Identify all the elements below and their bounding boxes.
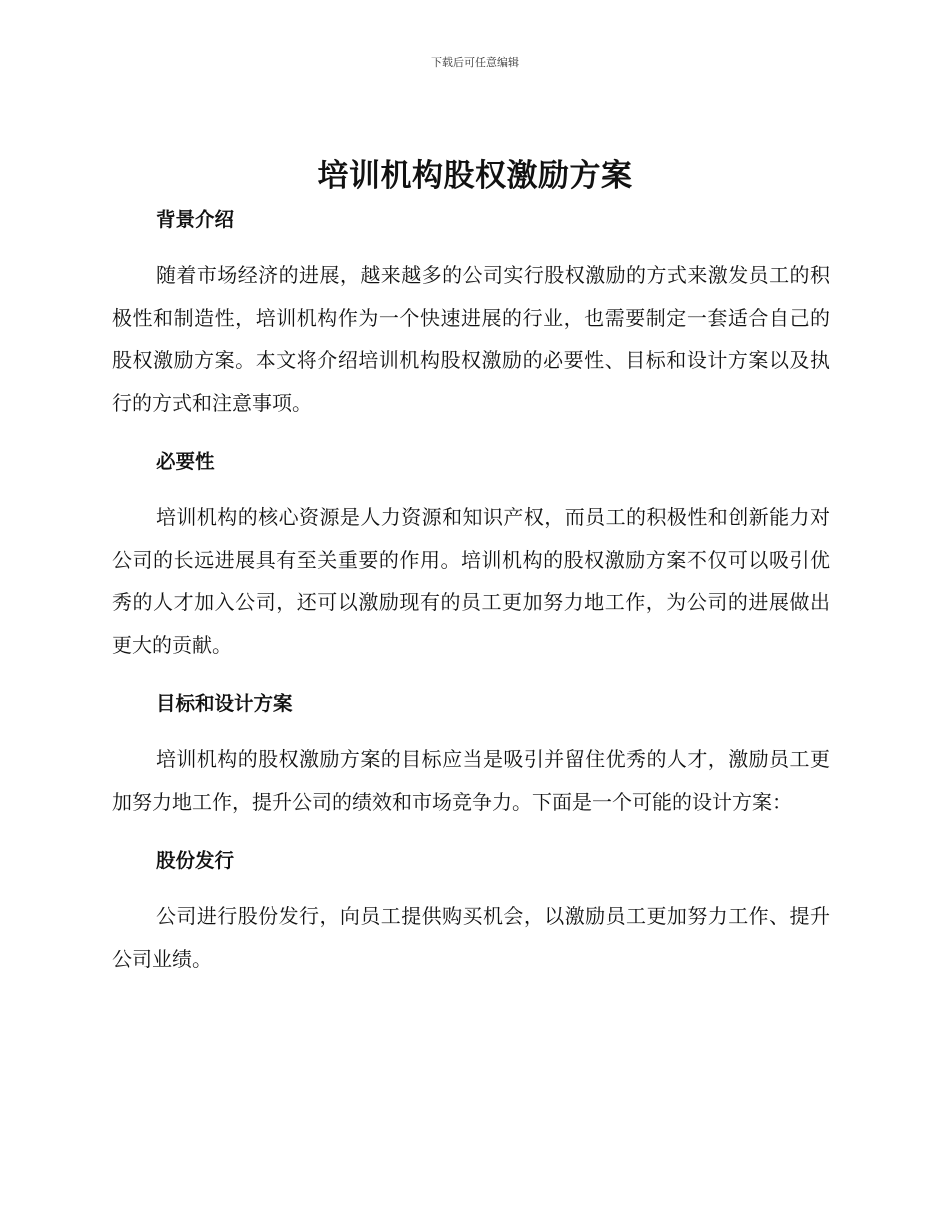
section-heading: 背景介绍	[156, 208, 235, 231]
section-necessity	[112, 445, 830, 666]
document-title: 培训机构股权激励方案	[317, 158, 633, 194]
header-note: 下载后可任意编辑	[431, 56, 519, 69]
section-paragraph: 培训机构的核心资源是人力资源和知识产权，而员工的积极性和创新能力对公司的长远进展具有至关重要的作用。培训机构的股权激励方案不仅可以吸引优秀的人才加入公司，还可以激励现有的员工更加努力地工作，为公司的进展做出更大的贡献。	[112, 505, 830, 657]
section-heading: 必要性	[156, 450, 215, 473]
section-paragraph: 公司进行股份发行，向员工提供购买机会，以激励员工更加努力工作、提升公司业绩。	[112, 904, 830, 971]
section-background	[112, 203, 830, 424]
section-heading: 股份发行	[156, 849, 235, 872]
section-goals-and-design	[112, 687, 830, 823]
section-heading: 目标和设计方案	[156, 692, 293, 715]
section-paragraph: 培训机构的股权激励方案的目标应当是吸引并留住优秀的人才，激励员工更加努力地工作，提升公司的绩效和市场竞争力。下面是一个可能的设计方案：	[112, 747, 830, 814]
document-content	[112, 203, 830, 1001]
section-share-issuance	[112, 844, 830, 980]
section-paragraph: 随着市场经济的进展，越来越多的公司实行股权激励的方式来激发员工的积极性和制造性，培训机构作为一个快速进展的行业，也需要制定一套适合自己的股权激励方案。本文将介绍培训机构股权激励的必要性、目标和设计方案以及执行的方式和注意事项。	[112, 263, 830, 415]
